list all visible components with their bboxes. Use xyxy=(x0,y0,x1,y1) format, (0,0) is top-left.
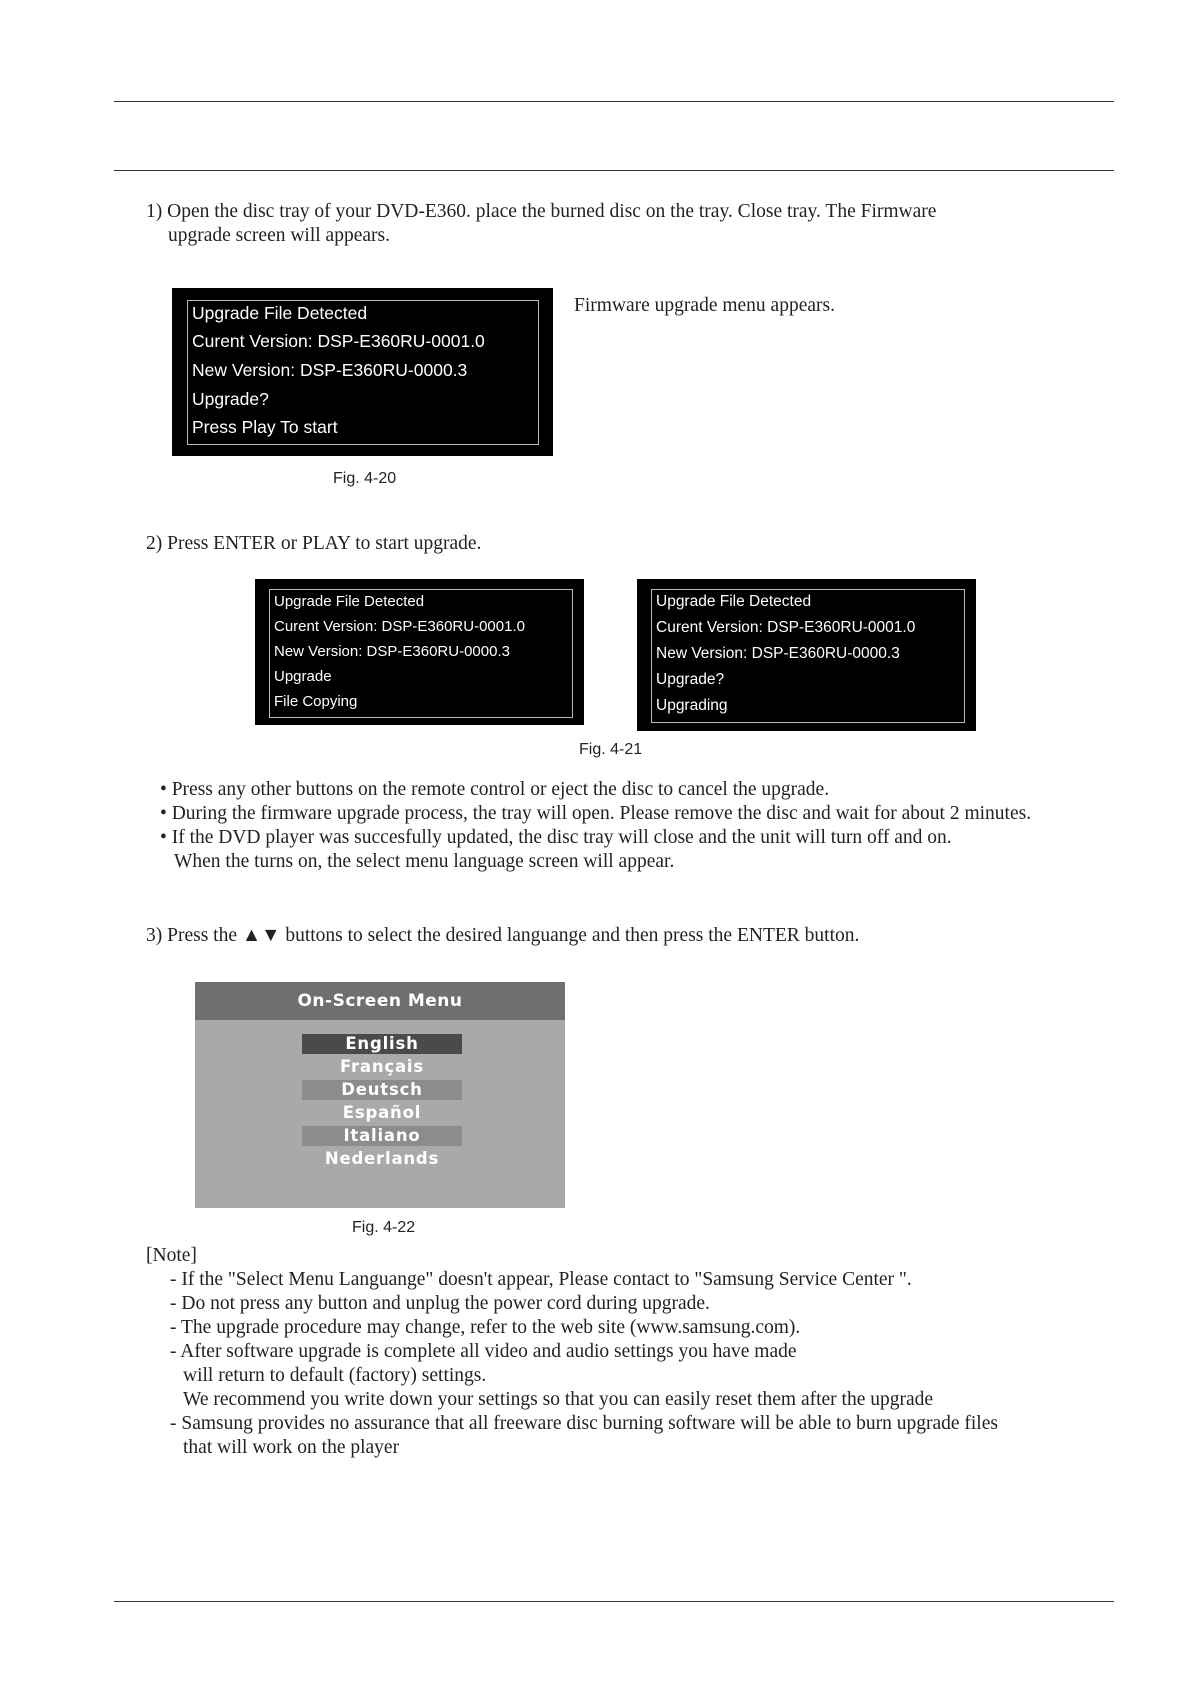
fig20-frame xyxy=(187,300,539,445)
fig21-right-line: New Version: DSP-E360RU-0000.3 xyxy=(656,645,900,662)
fig20-caption: Fig. 4-20 xyxy=(333,470,397,487)
fig21-left-line: Upgrade File Detected xyxy=(274,593,425,610)
fig21-right-line: Upgrade File Detected xyxy=(656,593,812,610)
fig21-left-line: New Version: DSP-E360RU-0000.3 xyxy=(274,643,510,660)
fig21-left-screen xyxy=(255,579,584,725)
note-line: will return to default (factory) settings. xyxy=(183,1365,487,1386)
step2-text: 2) Press ENTER or PLAY to start upgrade. xyxy=(146,533,482,554)
fig20-line: Curent Version: DSP-E360RU-0001.0 xyxy=(192,331,485,351)
fig21-right-screen xyxy=(637,579,976,731)
fig22-caption: Fig. 4-22 xyxy=(352,1219,416,1236)
fig21-caption: Fig. 4-21 xyxy=(579,741,643,758)
menu-option-espanol[interactable]: Español xyxy=(342,1103,422,1122)
top-rule xyxy=(114,101,1114,102)
fig21-left-line: Upgrade xyxy=(274,668,332,685)
menu-option-francais[interactable]: Français xyxy=(339,1057,425,1076)
fig21-left-line: Curent Version: DSP-E360RU-0001.0 xyxy=(274,618,525,635)
fig21-right-line: Upgrade? xyxy=(656,671,725,688)
step3-text: 3) Press the ▲▼ buttons to select the desired languange and then press the ENTER button. xyxy=(146,925,860,946)
bullet-item: • During the firmware upgrade process, the tray will open. Please remove the disc and wait for about 2 minutes. xyxy=(160,803,1032,824)
bullet-item: • If the DVD player was succesfully updated, the disc tray will close and the unit will turn off and on. xyxy=(160,827,952,848)
fig20-line: Upgrade? xyxy=(192,389,269,409)
header-rule xyxy=(114,170,1114,171)
menu-option-deutsch[interactable]: Deutsch xyxy=(302,1080,462,1100)
fig20-line: Upgrade File Detected xyxy=(192,303,368,323)
fig20-screen xyxy=(172,288,553,456)
footer-rule xyxy=(114,1601,1114,1602)
menu-option-italiano[interactable]: Italiano xyxy=(302,1126,462,1146)
fig20-line: New Version: DSP-E360RU-0000.3 xyxy=(192,360,468,380)
fig20-side-text: Firmware upgrade menu appears. xyxy=(574,295,835,316)
bullet-item: • Press any other buttons on the remote control or eject the disc to cancel the upgrade. xyxy=(160,779,830,800)
step1-line1: 1) Open the disc tray of your DVD-E360. place the burned disc on the tray. Close tray. The Firmware xyxy=(146,201,937,222)
note-line: - If the "Select Menu Languange" doesn't appear, Please contact to "Samsung Service Center ". xyxy=(170,1269,912,1290)
menu-title: On-Screen Menu xyxy=(297,991,463,1011)
menu-option-nederlands[interactable]: Nederlands xyxy=(324,1149,440,1168)
note-line: - The upgrade procedure may change, refer to the web site (www.samsung.com). xyxy=(170,1317,801,1338)
fig21-left-frame xyxy=(269,589,573,718)
fig20-line: Press Play To start xyxy=(192,417,338,437)
fig21-right-line: Upgrading xyxy=(656,697,728,714)
fig21-right-frame xyxy=(651,589,965,723)
menu-option-english[interactable]: English xyxy=(302,1034,462,1054)
note-line: that will work on the player xyxy=(183,1437,400,1458)
fig21-left-line: File Copying xyxy=(274,693,358,710)
note-line: - Do not press any button and unplug the power cord during upgrade. xyxy=(170,1293,710,1314)
note-line: We recommend you write down your settings so that you can easily reset them after the upgrade xyxy=(183,1389,934,1410)
fig21-right-line: Curent Version: DSP-E360RU-0001.0 xyxy=(656,619,916,636)
note-line: - Samsung provides no assurance that all freeware disc burning software will be able to burn upgrade files xyxy=(170,1413,998,1434)
note-heading: [Note] xyxy=(146,1245,197,1266)
bullet-continuation: When the turns on, the select menu language screen will appear. xyxy=(174,851,675,872)
note-line: - After software upgrade is complete all video and audio settings you have made xyxy=(170,1341,797,1362)
step1-line2: upgrade screen will appears. xyxy=(168,225,390,246)
on-screen-menu xyxy=(195,982,565,1208)
